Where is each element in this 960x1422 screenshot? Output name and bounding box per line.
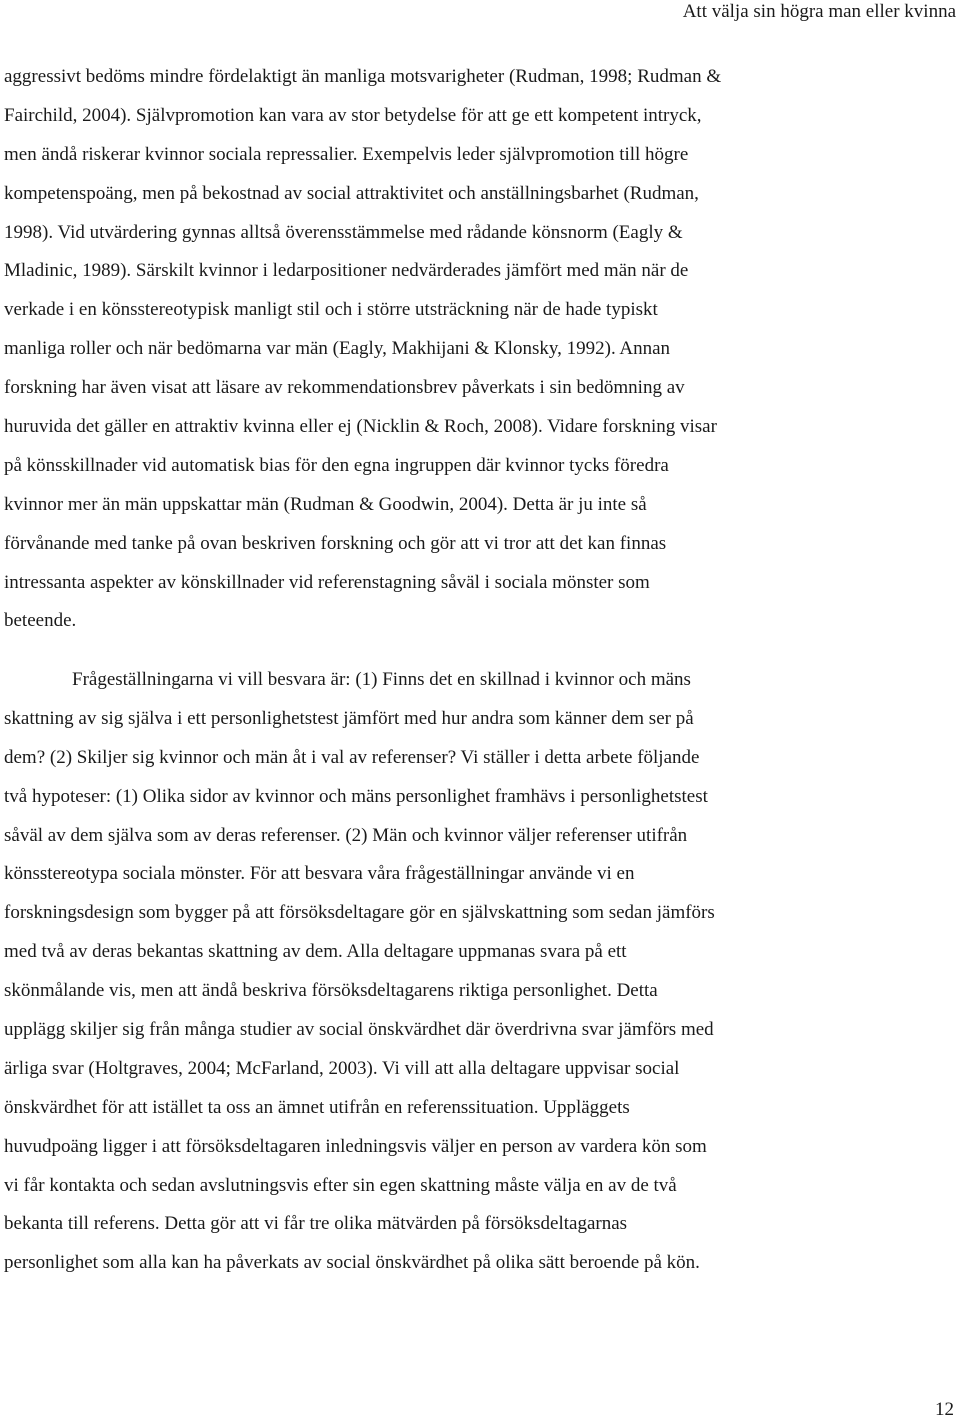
text-line: könsstereotypa sociala mönster. För att besvara våra frågeställningar använde vi en	[4, 863, 635, 885]
text-line: personlighet som alla kan ha påverkats av social önskvärdhet på olika sätt beroende på kön.	[4, 1252, 700, 1274]
text-line: forskningsdesign som bygger på att försöksdeltagare gör en självskattning som sedan jämförs	[4, 902, 715, 924]
text-line: huruvida det gäller en attraktiv kvinna eller ej (Nicklin & Roch, 2008). Vidare forskning visar	[4, 416, 717, 438]
text-line: intressanta aspekter av könskillnader vid referenstagning såväl i sociala mönster som	[4, 571, 650, 593]
text-line: verkade i en könsstereotypisk manligt stil och i större utsträckning när de hade typiskt	[4, 299, 658, 321]
page-number: 12	[935, 1399, 954, 1420]
text-line: på könsskillnader vid automatisk bias för den egna ingruppen där kvinnor tycks föredra	[4, 454, 669, 476]
text-line: aggressivt bedöms mindre fördelaktigt än manliga motsvarigheter (Rudman, 1998; Rudman &	[4, 66, 722, 87]
text-line: kvinnor mer än män uppskattar män (Rudman & Goodwin, 2004). Detta är ju inte så	[4, 493, 647, 515]
paragraph-2	[4, 661, 852, 1283]
text-line: två hypoteser: (1) Olika sidor av kvinnor och mäns personlighet framhävs i personlighetstest	[4, 785, 708, 807]
text-line: forskning har även visat att läsare av rekommendationsbrev påverkats i sin bedömning av	[4, 377, 685, 399]
text-line: med två av deras bekantas skattning av dem. Alla deltagare uppmanas svara på ett	[4, 941, 627, 963]
text-line: huvudpoäng ligger i att försöksdeltagaren inledningsvis väljer en person av vardera kön som	[4, 1135, 707, 1157]
text-line: ärliga svar (Holtgraves, 2004; McFarland, 2003). Vi vill att alla deltagare uppvisar social	[4, 1057, 680, 1079]
text-line: skönmålande vis, men att ändå beskriva försöksdeltagarens riktiga personlighet. Detta	[4, 980, 658, 1002]
text-line: skattning av sig själva i ett personlighetstest jämfört med hur andra som känner dem ser på	[4, 707, 694, 729]
text-line: beteende.	[4, 610, 77, 632]
text-line: bekanta till referens. Detta gör att vi får tre olika mätvärden på försöksdeltagarnas	[4, 1213, 628, 1235]
text-line: vi får kontakta och sedan avslutningsvis efter sin egen skattning måste välja en av de två	[4, 1174, 677, 1196]
text-line: såväl av dem själva som av deras referenser. (2) Män och kvinnor väljer referenser utifrån	[4, 824, 688, 846]
text-line: men ändå riskerar kvinnor sociala repressalier. Exempelvis leder självpromotion till högre	[4, 143, 689, 165]
text-line: manliga roller och när bedömarna var män (Eagly, Makhijani & Klonsky, 1992). Annan	[4, 338, 671, 360]
text-line: förvånande med tanke på ovan beskriven forskning och gör att vi tror att det kan finnas	[4, 532, 667, 554]
text-line: 1998). Vid utvärdering gynnas alltså överensstämmelse med rådande könsnorm (Eagly &	[4, 221, 683, 243]
text-line: Mladinic, 1989). Särskilt kvinnor i ledarpositioner nedvärderades jämfört med män när de	[4, 260, 689, 282]
paragraph-1	[4, 58, 852, 641]
text-line: upplägg skiljer sig från många studier av social önskvärdhet där överdrivna svar jämförs med	[4, 1019, 714, 1041]
running-header: Att välja sin högra man eller kvinna	[682, 1, 956, 22]
text-line: önskvärdhet för att istället ta oss an ämnet utifrån en referenssituation. Uppläggets	[4, 1096, 630, 1118]
text-line: dem? (2) Skiljer sig kvinnor och män åt i val av referenser? Vi ställer i detta arbete följande	[4, 746, 700, 768]
text-line: Frågeställningarna vi vill besvara är: (1) Finns det en skillnad i kvinnor och mäns	[72, 669, 691, 690]
text-line: kompetenspoäng, men på bekostnad av social attraktivitet och anställningsbarhet (Rudman,	[4, 182, 699, 204]
text-line: Fairchild, 2004). Självpromotion kan vara av stor betydelse för att ge ett kompetent intryck,	[4, 104, 702, 126]
